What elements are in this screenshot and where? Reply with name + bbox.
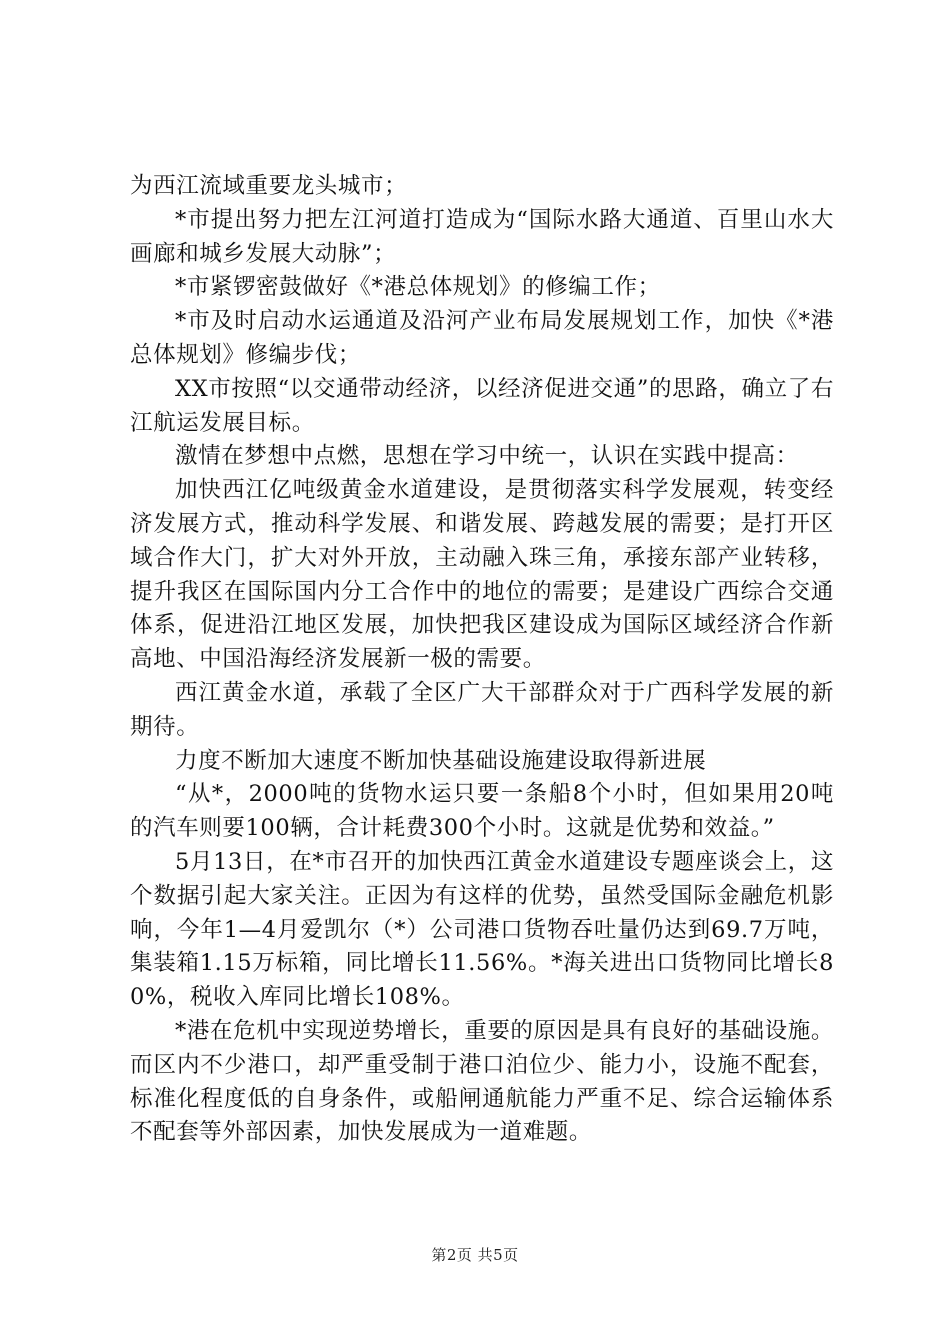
paragraph: XX市按照“以交通带动经济，以经济促进交通”的思路，确立了右江航运发展目标。 [130,375,834,436]
paragraph: “从*，2000吨的货物水运只要一条船8个小时，但如果用20吨的汽车则要100辆，合计耗费300个小时。这就是优势和效益。” [130,781,834,842]
page-number-footer: 第2页 共5页 [431,1246,519,1264]
paragraph: 西江黄金水道，承载了全区广大干部群众对于广西科学发展的新期待。 [130,679,834,740]
paragraph: 加快西江亿吨级黄金水道建设，是贯彻落实科学发展观，转变经济发展方式，推动科学发展、和谐发展、跨越发展的需要；是打开区域合作大门，扩大对外开放，主动融入珠三角，承接东部产业转移，提升我区在国际国内分工合作中的地位的需要；是建设广西综合交通体系，促进沿江地区发展，加快把我区建设成为国际区域经济合作新高地、中国沿海经济发展新一极的需要。 [130,477,834,673]
paragraph: 5月13日，在*市召开的加快西江黄金水道建设专题座谈会上，这个数据引起大家关注。正因为有这样的优势，虽然受国际金融危机影响，今年1—4月爱凯尔（*）公司港口货物吞吐量仍达到69.7万吨，集装箱1.15万标箱，同比增长11.56%。*海关进出口货物同比增长80%，税收入库同比增长108%。 [130,848,834,1011]
paragraph: *市紧锣密鼓做好《*港总体规划》的修编工作； [175,274,661,301]
paragraph: *市提出努力把左江河道打造成为“国际水路大通道、百里山水大画廊和城乡发展大动脉”； [130,206,834,267]
document-body [130,170,834,1150]
paragraph: 为西江流域重要龙头城市； [130,173,408,199]
paragraph: 激情在梦想中点燃，思想在学习中统一，认识在实践中提高： [175,443,799,470]
paragraph: *港在危机中实现逆势增长，重要的原因是具有良好的基础设施。而区内不少港口，却严重受制于港口泊位少、能力小，设施不配套，标准化程度低的自身条件，或船闸通航能力严重不足、综合运输体系不配套等外部因素，加快发展成为一道难题。 [130,1017,834,1146]
section-heading: 力度不断加大速度不断加快基础设施建设取得新进展 [175,747,707,774]
paragraph: *市及时启动水运通道及沿河产业布局发展规划工作，加快《*港总体规划》修编步伐； [130,308,834,368]
